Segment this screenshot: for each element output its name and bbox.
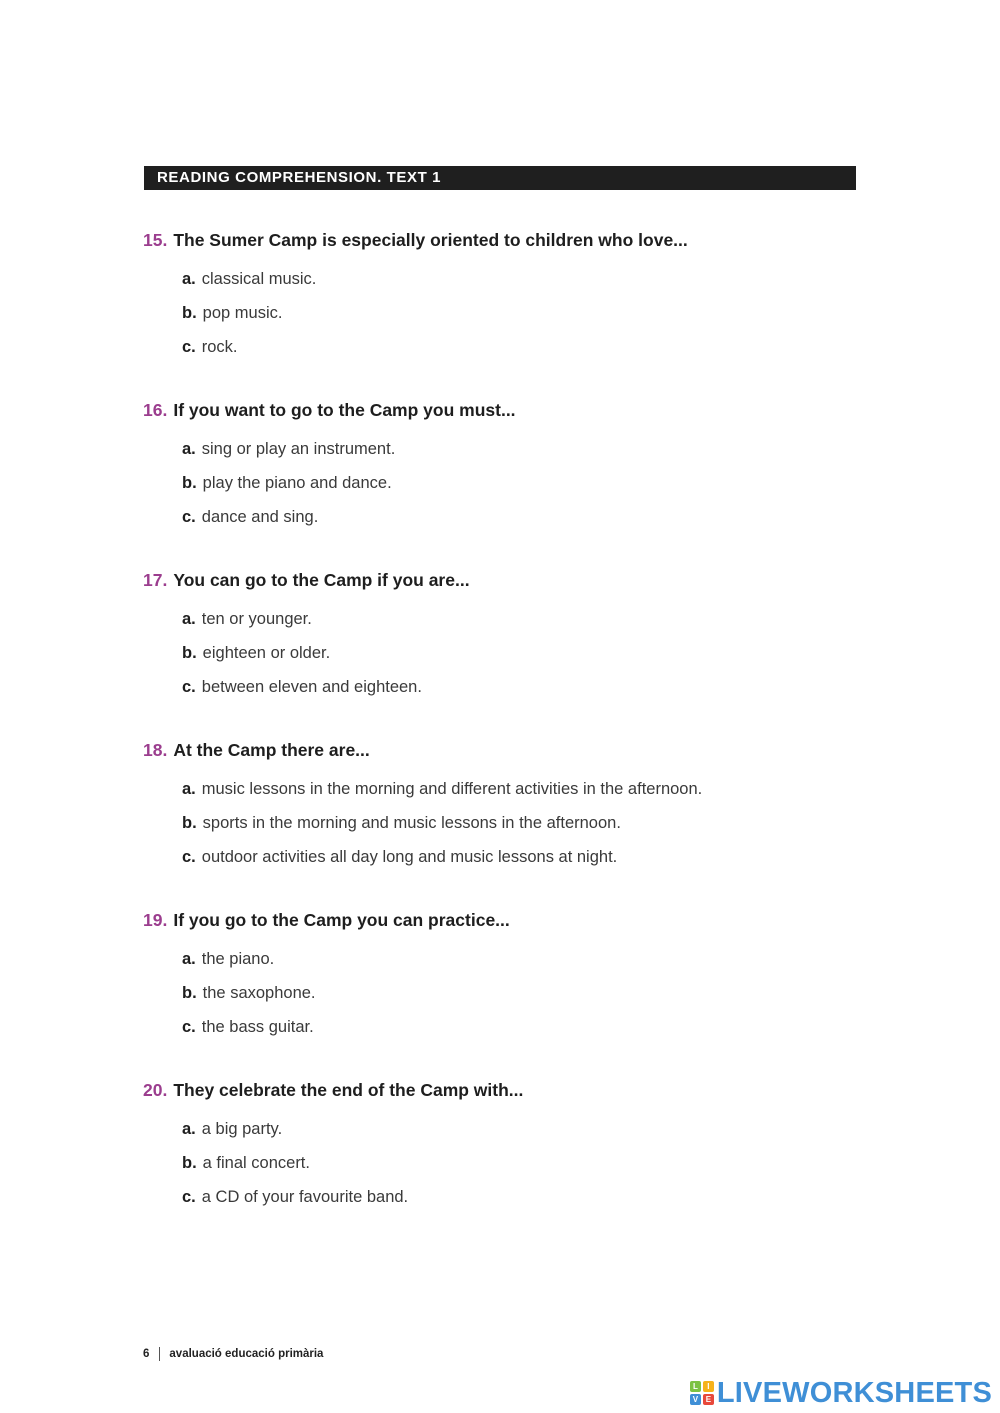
option-a[interactable]: a. ten or younger. bbox=[182, 610, 312, 628]
option-c[interactable]: c. dance and sing. bbox=[182, 508, 319, 526]
option-c[interactable]: c. outdoor activities all day long and music lessons at night. bbox=[182, 848, 618, 866]
question-number: 16. bbox=[143, 400, 168, 420]
option-b[interactable]: b. eighteen or older. bbox=[182, 644, 331, 662]
footer-text: avaluació educació primària bbox=[169, 1348, 324, 1361]
question-16 bbox=[143, 397, 903, 534]
section-title-bar bbox=[144, 166, 856, 190]
question-17 bbox=[143, 567, 903, 704]
question-text: You can go to the Camp if you are... bbox=[173, 570, 470, 590]
option-a[interactable]: a. music lessons in the morning and different activities in the afternoon. bbox=[182, 780, 703, 798]
question-15 bbox=[143, 227, 903, 364]
question-text: At the Camp there are... bbox=[173, 740, 370, 760]
page-number: 6 bbox=[143, 1348, 150, 1361]
option-a[interactable]: a. sing or play an instrument. bbox=[182, 440, 396, 458]
option-c[interactable]: c. the bass guitar. bbox=[182, 1018, 314, 1036]
question-number: 15. bbox=[143, 230, 168, 250]
question-number: 17. bbox=[143, 570, 168, 590]
liveworksheets-watermark bbox=[690, 1376, 992, 1410]
question-19 bbox=[143, 907, 903, 1044]
footer-divider bbox=[159, 1347, 160, 1361]
option-a[interactable]: a. the piano. bbox=[182, 950, 275, 968]
option-b[interactable]: b. the saxophone. bbox=[182, 984, 316, 1002]
question-number: 20. bbox=[143, 1080, 168, 1100]
question-text: The Sumer Camp is especially oriented to children who love... bbox=[173, 230, 688, 250]
liveworksheets-logo-icon: L I V E bbox=[690, 1381, 714, 1405]
option-c[interactable]: c. between eleven and eighteen. bbox=[182, 678, 422, 696]
option-b[interactable]: b. sports in the morning and music lessons in the afternoon. bbox=[182, 814, 621, 832]
question-20 bbox=[143, 1077, 903, 1214]
watermark-text: LIVEWORKSHEETS bbox=[716, 1376, 992, 1409]
question-text: If you go to the Camp you can practice... bbox=[173, 910, 510, 930]
option-b[interactable]: b. play the piano and dance. bbox=[182, 474, 392, 492]
option-c[interactable]: c. a CD of your favourite band. bbox=[182, 1188, 409, 1206]
page-footer bbox=[143, 1347, 323, 1361]
section-title: READING COMPREHENSION. TEXT 1 bbox=[157, 169, 442, 186]
question-text: If you want to go to the Camp you must... bbox=[173, 400, 516, 420]
question-18 bbox=[143, 737, 903, 874]
question-number: 18. bbox=[143, 740, 168, 760]
question-text: They celebrate the end of the Camp with... bbox=[173, 1080, 524, 1100]
option-b[interactable]: b. a final concert. bbox=[182, 1154, 310, 1172]
question-number: 19. bbox=[143, 910, 168, 930]
option-a[interactable]: a. classical music. bbox=[182, 270, 317, 288]
option-c[interactable]: c. rock. bbox=[182, 338, 238, 356]
option-a[interactable]: a. a big party. bbox=[182, 1120, 283, 1138]
option-b[interactable]: b. pop music. bbox=[182, 304, 283, 322]
